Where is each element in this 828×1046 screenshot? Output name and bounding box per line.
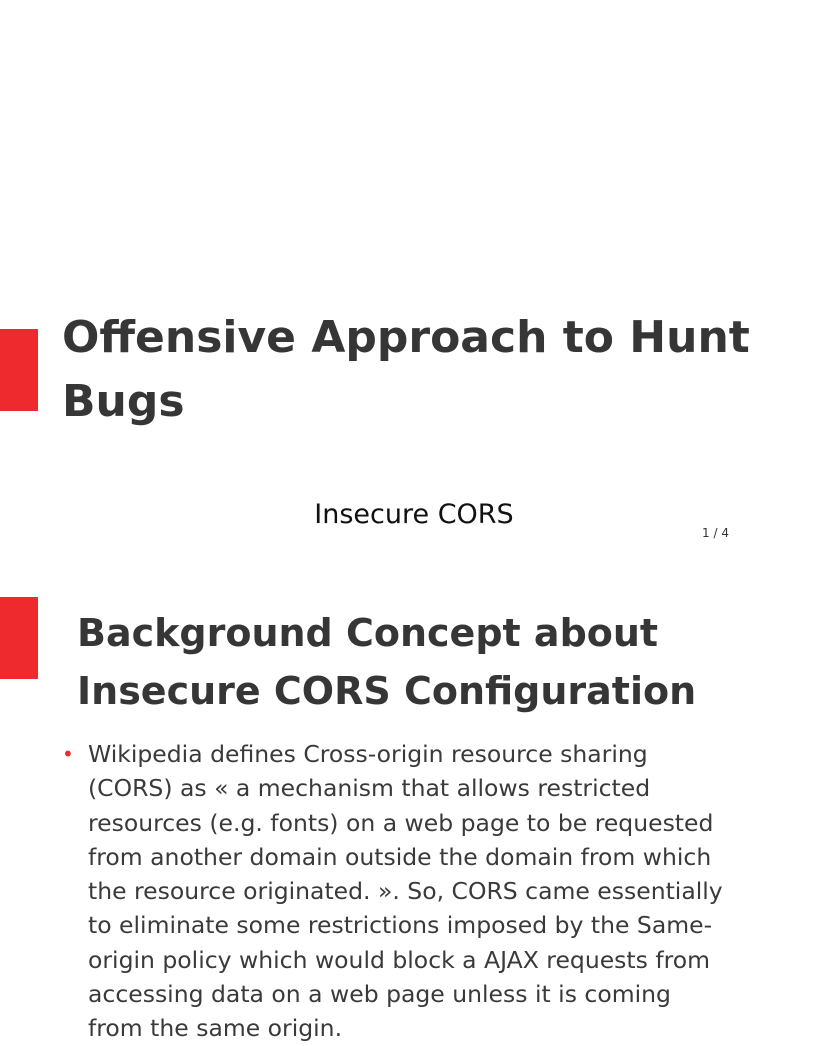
bullet-list [60, 737, 728, 1046]
bullet-icon: • [62, 742, 74, 766]
slide-background-concept [0, 560, 768, 1043]
accent-bar [0, 329, 38, 411]
slide-heading: Background Concept about Insecure CORS Configuration [77, 611, 697, 713]
slide-subtitle: Insecure CORS [314, 499, 514, 530]
slide-title [0, 0, 768, 560]
slide-title-heading: Offensive Approach to Hunt Bugs [62, 312, 750, 427]
bullet-item [60, 737, 728, 1046]
accent-bar [0, 597, 38, 679]
page-counter: 1 / 4 [702, 526, 729, 540]
bullet-text: Wikipedia defines Cross-origin resource sharing (CORS) as « a mechanism that allows restricted resources (e.g. fonts) on a web page to be requested from another domain outside the domain from which the resource originated. ». So, CORS came essentially to eliminate some restrictions imposed by the Same-origin policy which would block a AJAX requests from accessing data on a web page unless it is coming from the same origin. [88, 740, 723, 1043]
